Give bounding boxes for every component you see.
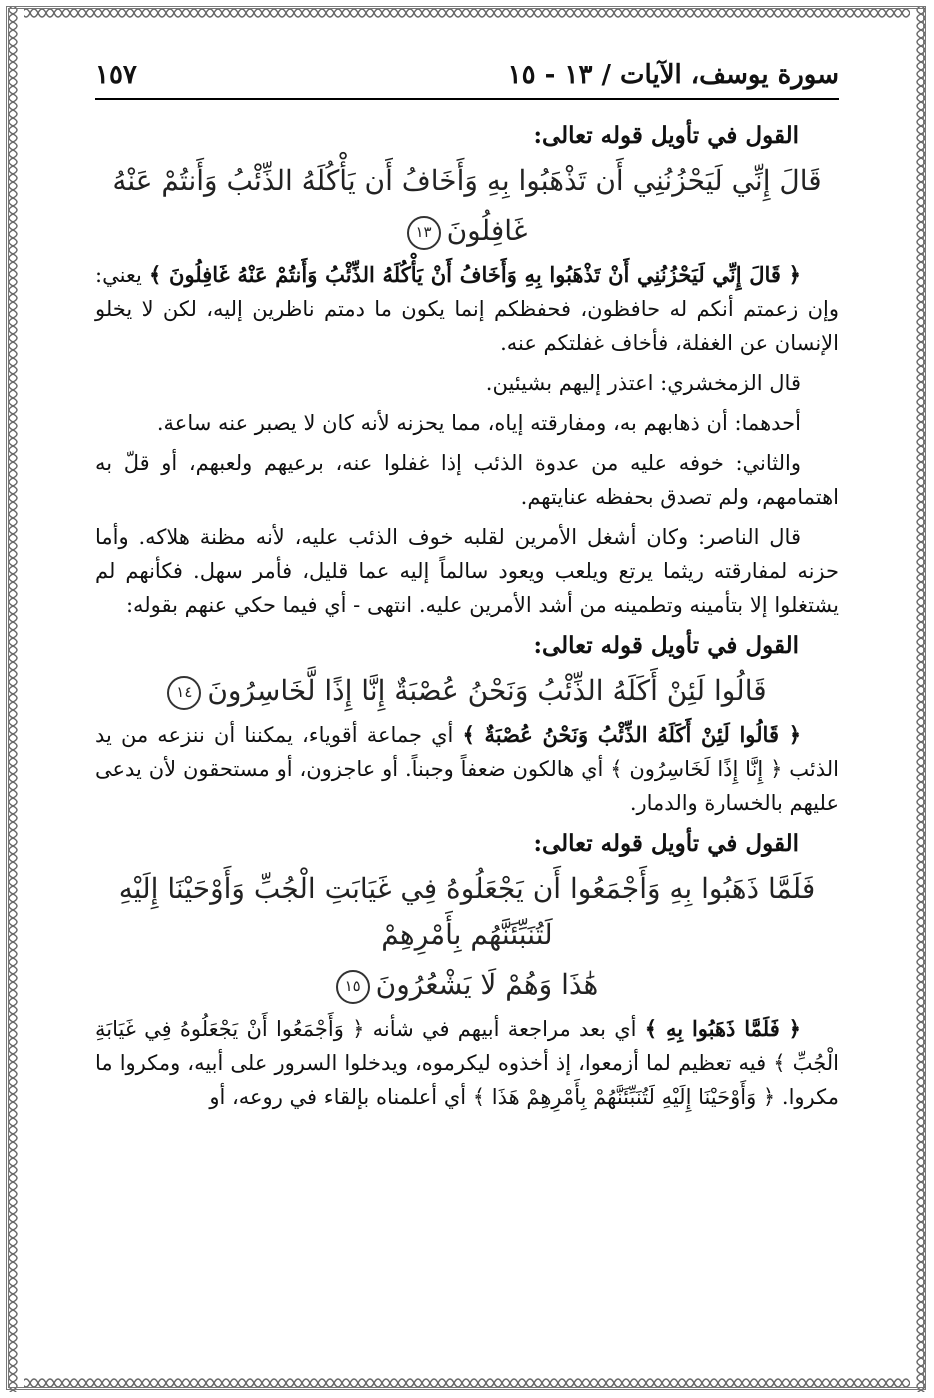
verse-line: قَالَ إِنِّي لَيَحْزُنُنِي أَن تَذْهَبُوا بِهِ وَأَخَافُ أَن يَأْكُلَهُ الذِّئْبُ وَأَنتُمْ عَنْهُ (112, 164, 822, 197)
section-heading: القول في تأويل قوله تعالى: (533, 632, 799, 659)
commentary-text: أي بعد مراجعة أبيهم في شأنه ﴿ وَأَجْمَعُوا أَنْ يَجْعَلُوهُ فِي غَيَابَةِ الْجُبِّ ﴾ فيه تعظيم لما أزمعوا، إذ أخذوه ليكرموه، ويدخلوا السرور على أبيه، ومكروا ما مكروا. ﴿ وَأَوْحَيْنَا إِلَيْهِ لَتُنَبِّئَنَّهُمْ بِأَمْرِهِمْ هَذَا ﴾ أي أعلمناه بإلقاء في روعه، أو (95, 1017, 839, 1109)
verse-line-end (95, 962, 839, 1008)
verse-number-marker: ١٤ (167, 676, 201, 710)
section-verse-13 (95, 118, 839, 622)
verse-line: فَلَمَّا ذَهَبُوا بِهِ وَأَجْمَعُوا أَن يَجْعَلُوهُ فِي غَيَابَتِ الْجُبِّ وَأَوْحَيْنَا إِلَيْهِ لَتُنَبِّئَنَّهُم بِأَمْرِهِمْ (118, 872, 816, 951)
commentary-paragraph: قال الناصر: وكان أشغل الأمرين لقلبه خوف الذئب عليه، لأنه مظنة هلاكه. وأما حزنه لمفارقته ريثما يرتع ويلعب ويعود سالماً إليه عما قليل، فأمر سهل. فكأنهم لم يشتغلوا إلا بتأمينه وتطمينه من أشد الأمرين عليه. انتهى - أي فيما حكي عنهم بقوله: (95, 525, 839, 617)
verse-line-end (95, 208, 839, 254)
page-content (95, 112, 839, 1120)
page-number: ١٥٧ (95, 60, 137, 90)
section-heading: القول في تأويل قوله تعالى: (533, 122, 799, 149)
commentary-paragraph (95, 718, 839, 820)
quoted-verse: ﴿ قَالَ إِنِّي لَيَحْزُنُنِي أَنْ تَذْهَبُوا بِهِ وَأَخَافُ أَنْ يَأْكُلَهُ الذِّئْبُ وَأَنتُمْ عَنْهُ غَافِلُونَ ﴾ (148, 262, 801, 287)
section-verse-14 (95, 628, 839, 820)
commentary-paragraph: أحدهما: أن ذهابهم به، ومفارقته إياه، مما يحزنه لأنه كان لا يصبر عنه ساعة. (156, 411, 801, 435)
commentary-text: يعني: وإن زعمتم أنكم له حافظون، فحفظكم إنما يكون ما دمتم ناظرين إليه، لكن لا يخلو الإنسان عن الغفلة، فأخاف غفلتكم عنه. (95, 263, 839, 355)
verse-number-marker: ١٣ (407, 216, 441, 250)
commentary-paragraph: والثاني: خوفه عليه من عدوة الذئب إذا غفلوا عنه، برعيهم ولعبهم، أو قلّ به اهتمامهم، ولم تصدق بحفظه عنايتهم. (95, 451, 839, 509)
quoted-verse: ﴿ قَالُوا لَئِنْ أَكَلَهُ الذِّئْبُ وَنَحْنُ عُصْبَةٌ ﴾ (462, 722, 802, 747)
verse-number-marker: ١٥ (336, 970, 370, 1004)
quoted-verse: ﴿ فَلَمَّا ذَهَبُوا بِهِ ﴾ (644, 1016, 801, 1041)
verse-line-end (95, 668, 839, 714)
verse-line-text: قَالُوا لَئِنْ أَكَلَهُ الذِّئْبُ وَنَحْنُ عُصْبَةٌ إِنَّا إِذًا لَّخَاسِرُونَ (207, 674, 767, 707)
verse-line-text: هَٰذَا وَهُمْ لَا يَشْعُرُونَ (375, 968, 599, 1001)
commentary-paragraph (95, 1012, 839, 1114)
header-title: سورة يوسف، الآيات / ١٣ - ١٥ (507, 60, 839, 90)
commentary-text: أي جماعة أقوياء، يمكننا أن ننزعه من يد الذئب ﴿ إِنَّا إِذًا لَخَاسِرُون ﴾ أي هالكون ضعفاً وجبناً. أو عاجزون، أو مستحقون لأن يدعى عليهم بالخسارة والدمار. (95, 723, 839, 815)
section-verse-15 (95, 826, 839, 1114)
section-heading: القول في تأويل قوله تعالى: (533, 830, 799, 857)
commentary-paragraph (95, 258, 839, 360)
verse-line-text: غَافِلُونَ (446, 214, 528, 247)
running-header (95, 58, 839, 100)
commentary-paragraph: قال الزمخشري: اعتذر إليهم بشيئين. (485, 371, 801, 395)
